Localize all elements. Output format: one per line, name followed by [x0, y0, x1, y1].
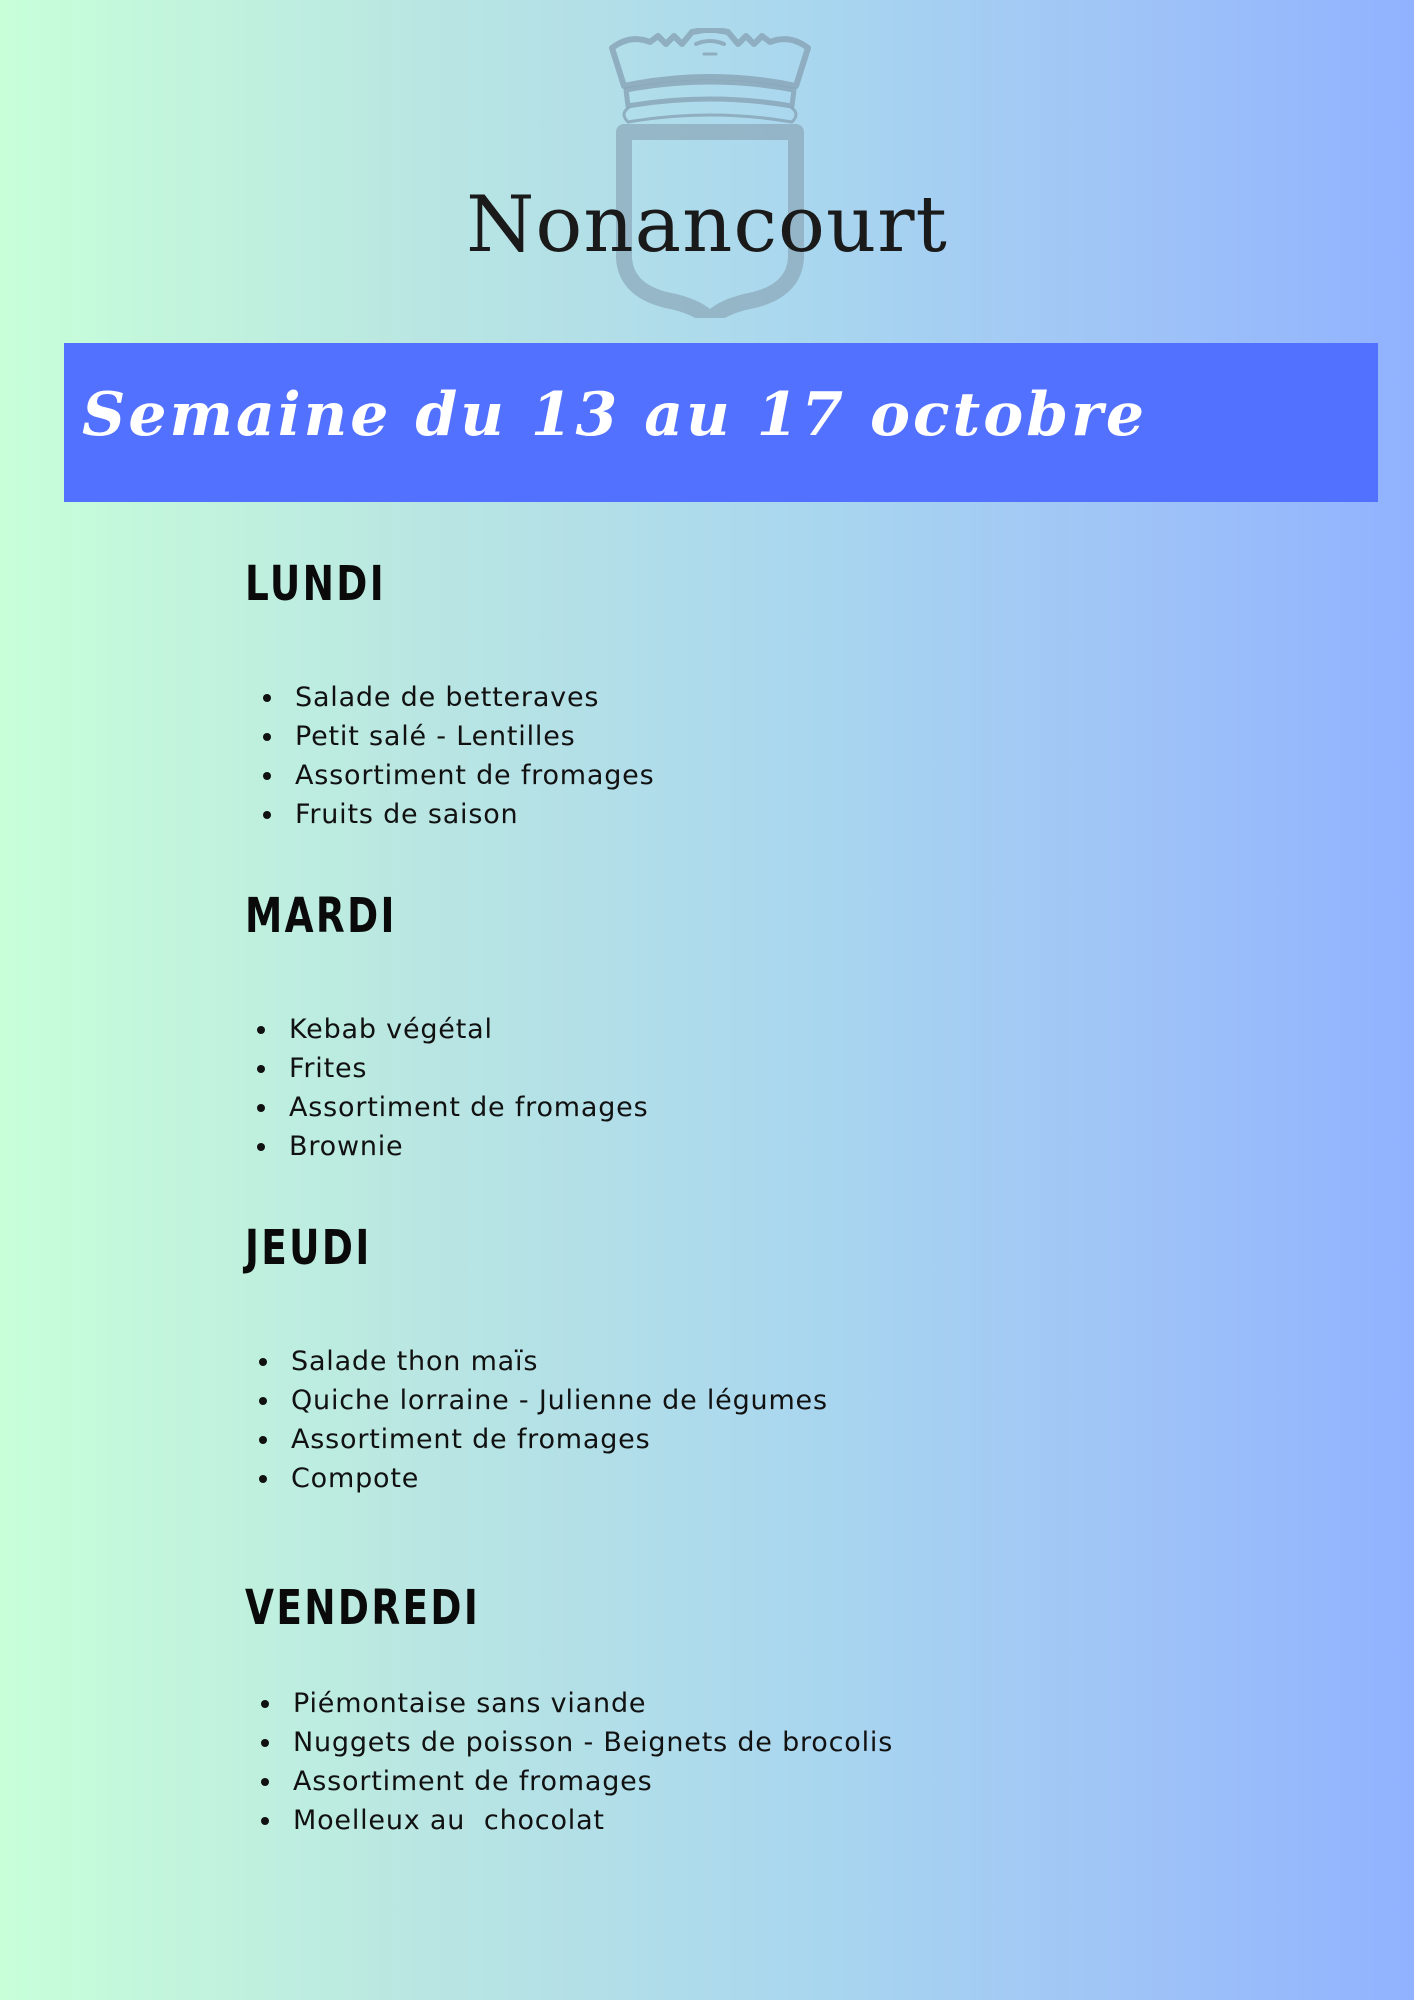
dish-label: Compote: [291, 1463, 420, 1494]
list-item: [253, 1010, 648, 1049]
dish-list: [257, 1684, 893, 1840]
bullet-icon: [257, 1065, 265, 1073]
dish-label: Moelleux au chocolat: [293, 1805, 605, 1836]
dish-label: Frites: [289, 1053, 368, 1084]
dish-label: Assortiment de fromages: [291, 1424, 651, 1455]
day-title: LUNDI: [245, 556, 386, 612]
dish-label: Fruits de saison: [295, 799, 519, 830]
bullet-icon: [263, 811, 271, 819]
list-item: [259, 717, 654, 756]
dish-label: Salade thon maïs: [291, 1346, 539, 1377]
bullet-icon: [259, 1397, 267, 1405]
list-item: [259, 756, 654, 795]
dish-label: Salade de betteraves: [295, 682, 600, 713]
list-item: [253, 1127, 648, 1166]
dish-label: Quiche lorraine - Julienne de légumes: [291, 1385, 828, 1416]
day-section-vendredi: [245, 1580, 894, 1836]
dish-label: Nuggets de poisson - Beignets de brocolis: [293, 1727, 894, 1758]
bullet-icon: [263, 772, 271, 780]
bullet-icon: [257, 1104, 265, 1112]
list-item: [257, 1762, 893, 1801]
list-item: [255, 1459, 828, 1498]
week-title: Semaine du 13 au 17 octobre: [82, 380, 1147, 450]
bullet-icon: [261, 1700, 269, 1708]
dish-label: Piémontaise sans viande: [293, 1688, 647, 1719]
dish-label: Petit salé - Lentilles: [295, 721, 576, 752]
dish-list: [253, 1010, 648, 1166]
list-item: [255, 1342, 828, 1381]
bullet-icon: [259, 1436, 267, 1444]
dish-label: Assortiment de fromages: [295, 760, 655, 791]
bullet-icon: [259, 1475, 267, 1483]
dish-label: Brownie: [289, 1131, 404, 1162]
list-item: [259, 795, 654, 834]
day-title: MARDI: [245, 888, 397, 944]
day-section-jeudi: [245, 1220, 828, 1494]
list-item: [257, 1801, 893, 1840]
dish-label: Assortiment de fromages: [293, 1766, 653, 1797]
bullet-icon: [263, 733, 271, 741]
list-item: [253, 1049, 648, 1088]
list-item: [255, 1381, 828, 1420]
bullet-icon: [261, 1778, 269, 1786]
bullet-icon: [261, 1739, 269, 1747]
dish-label: Kebab végétal: [289, 1014, 493, 1045]
dish-list: [259, 678, 654, 834]
day-title: JEUDI: [245, 1220, 372, 1276]
bullet-icon: [261, 1817, 269, 1825]
bullet-icon: [263, 694, 271, 702]
list-item: [255, 1420, 828, 1459]
list-item: [257, 1684, 893, 1723]
bullet-icon: [259, 1358, 267, 1366]
week-banner: [64, 343, 1378, 502]
list-item: [253, 1088, 648, 1127]
coat-of-arms-icon: [600, 28, 820, 318]
bullet-icon: [257, 1026, 265, 1034]
bullet-icon: [257, 1143, 265, 1151]
town-name: Nonancourt: [466, 180, 948, 270]
dish-label: Assortiment de fromages: [289, 1092, 649, 1123]
day-title: VENDREDI: [245, 1580, 481, 1636]
day-section-lundi: [245, 556, 655, 830]
day-section-mardi: [245, 888, 649, 1162]
dish-list: [255, 1342, 828, 1498]
list-item: [257, 1723, 893, 1762]
list-item: [259, 678, 654, 717]
